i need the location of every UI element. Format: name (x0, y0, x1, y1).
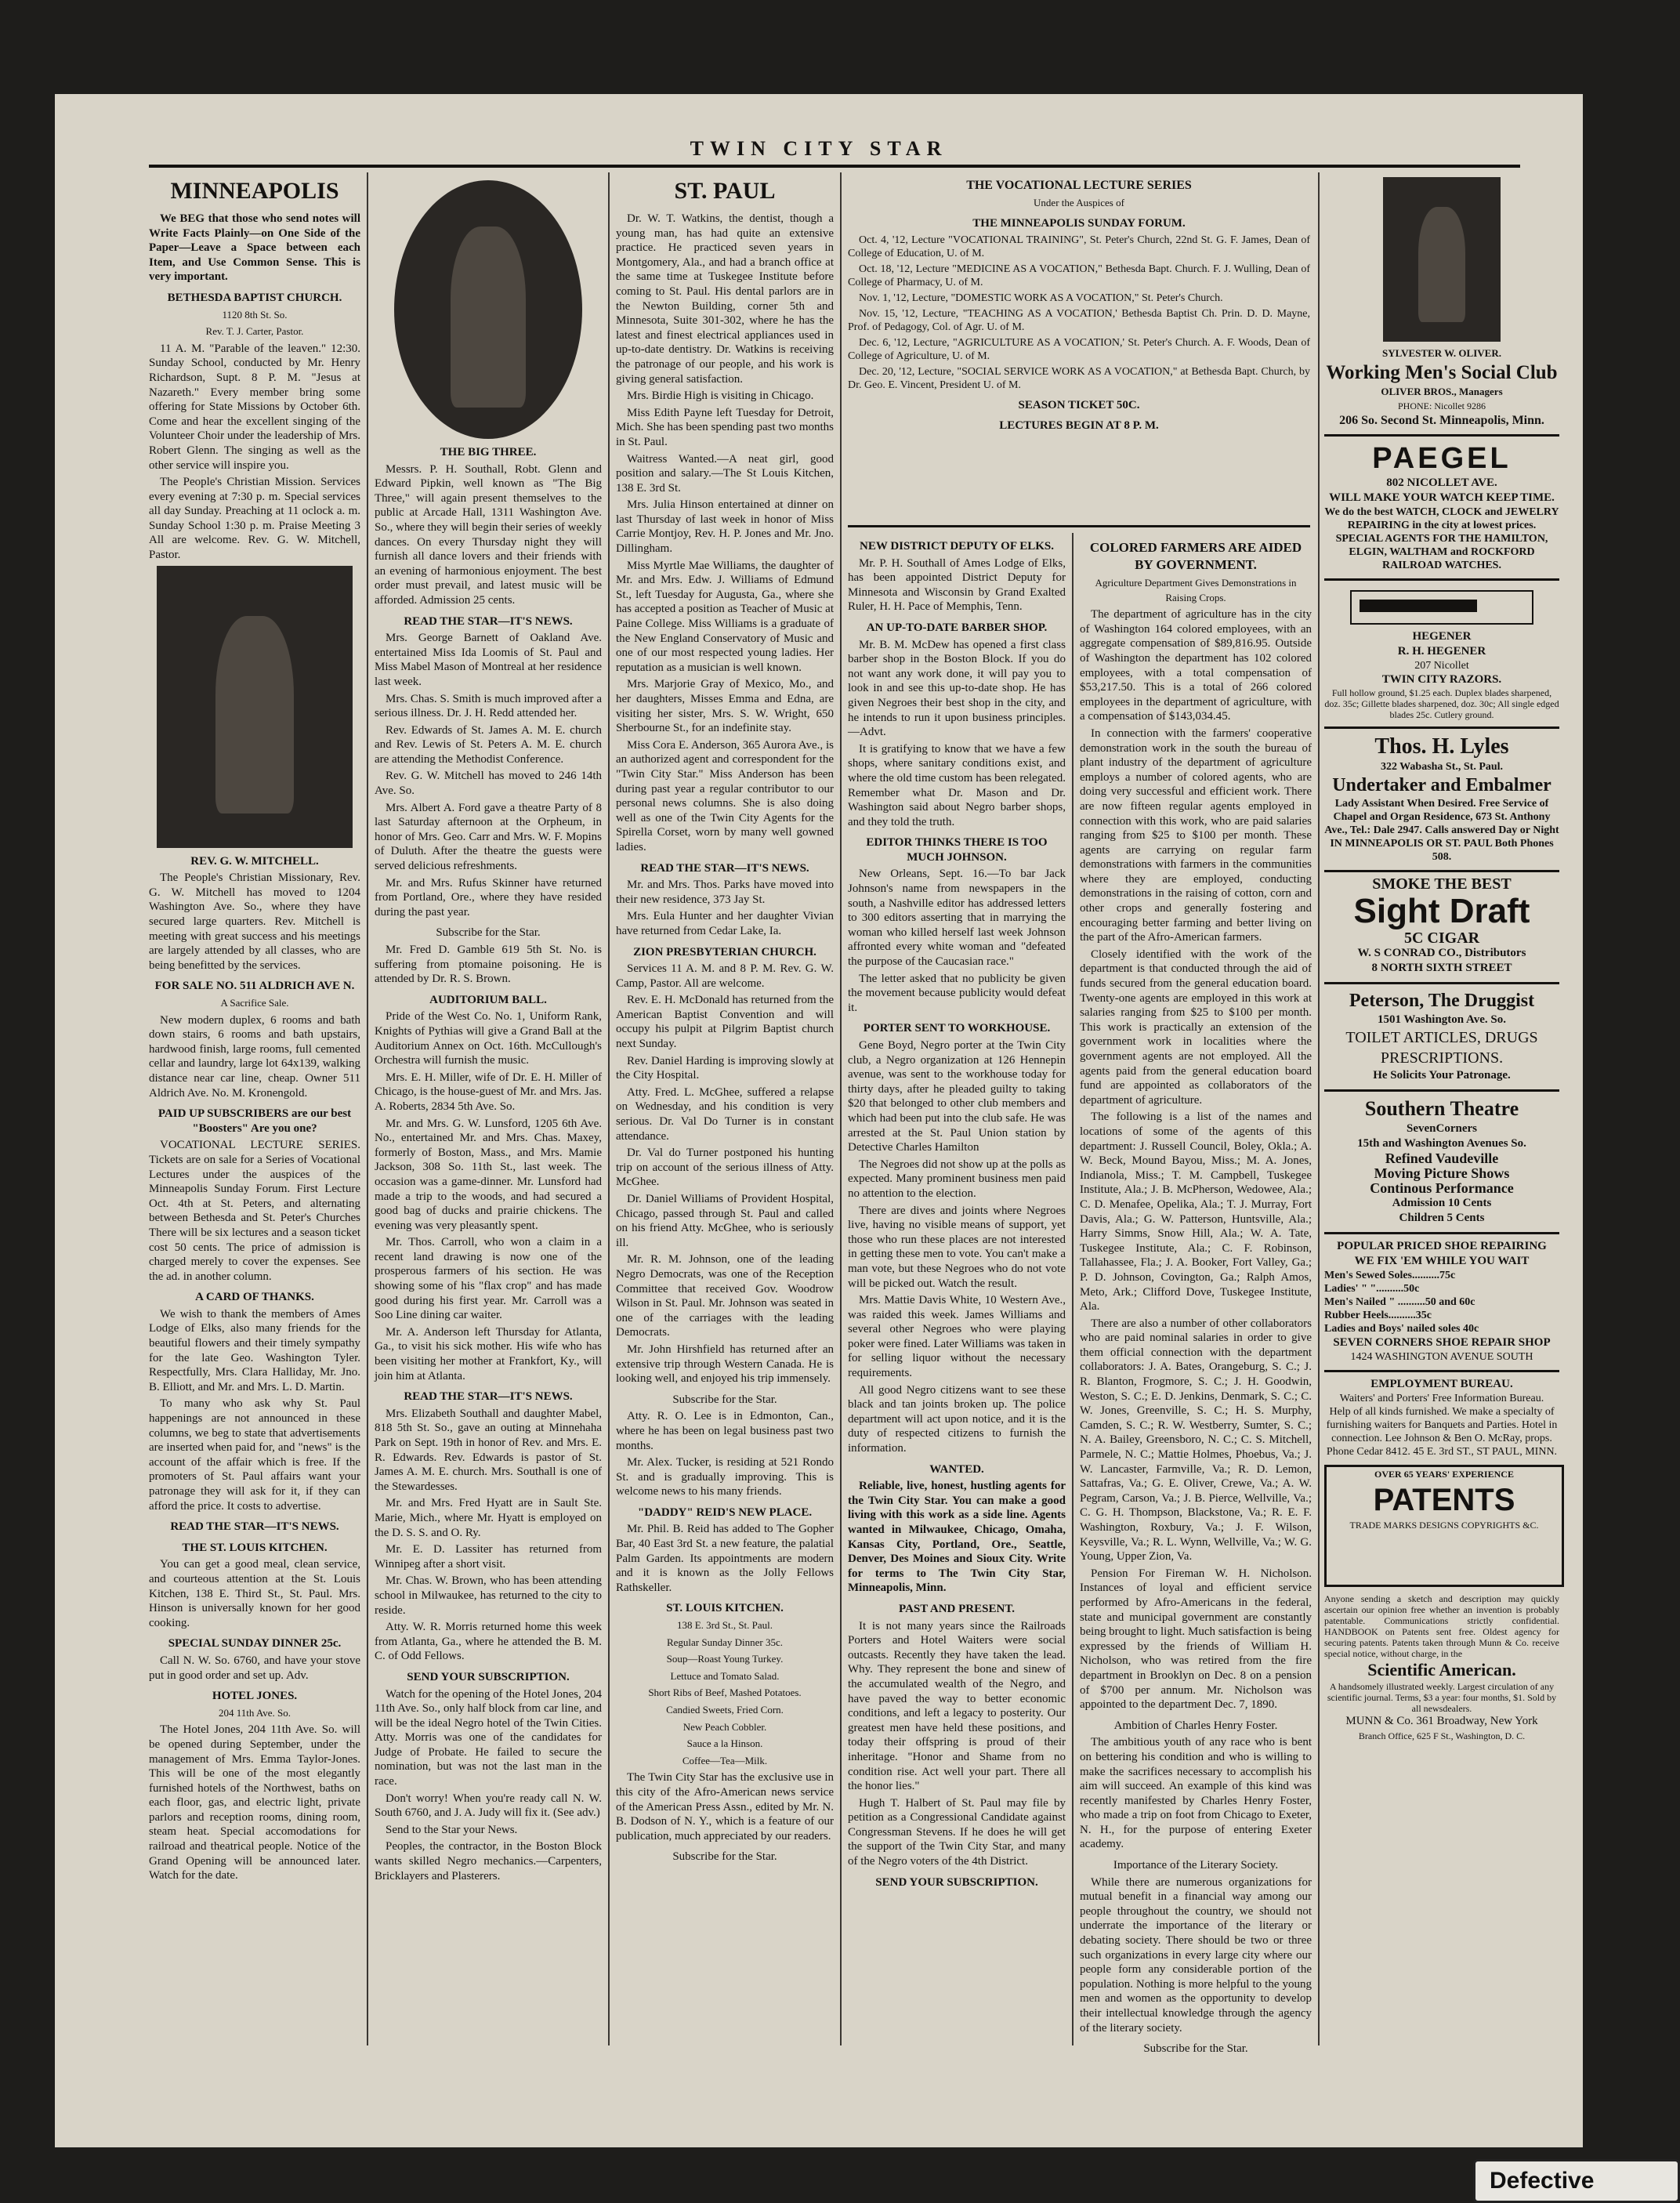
razor-title: TWIN CITY RAZORS. (1381, 673, 1502, 687)
headline-ambition: Ambition of Charles Henry Foster. (1113, 1719, 1278, 1732)
ad-sight-draft (1324, 870, 1559, 976)
headline-menu: ST. LOUIS KITCHEN. (666, 1602, 784, 1615)
news-item: Miss Cora E. Anderson, 365 Aurora Ave., is an authorized agent and correspondent for the "Twin City Star." Miss Anderson has been during past year a regular contributor to our personal news columns. She is also doing well as one of the Twin City Agents for the Spirella Corset, worn by many well gowned ladies. (616, 738, 834, 853)
shoe-price-row: Men's Nailed " ..........50 and 60c (1324, 1296, 1475, 1309)
photo-big-three (394, 180, 582, 439)
article-farmers: The department of agriculture has in the city of Washington 164 colored employees, with an aggregate compensation of $89,816.95. Outside of Washington the department has 102 colored employees, with a total compensation of $53,217.50. This is a total of 266 colored employees in the department of agriculture, with a compensation of $143,034.45. (1080, 608, 1312, 723)
menu-line: Lettuce and Tomato Salad. (670, 1669, 780, 1682)
cigar-price: 5C CIGAR (1403, 929, 1480, 948)
menu-address: 138 E. 3rd St., St. Paul. (676, 1619, 773, 1632)
article-farmers: There are also a number of other collaborators who are paid nominal salaries in order to give them official connection with the department collaborators: J. A. Bates, Orangeburg, S. C.; J. R. Blanton, Frogmore, S. C.; J. H. Goodwin, Weston, S. C.; E. D. Jenkins, Denmark, S. C.; C. W. Jones, Greenville, S. C.; H. S. Murphy, Camden, S. C.; R. W. Westberry, Sumter, S. C.; N. A. Bailey, Greensboro, N. C.; C. S. Mitchell, Parmele, N. C.; Mattie Holmes, Phoebus, Va.; J. W. Lancaster, Farmville, Va.; R. D. Lemon, Sattafras, Va.; G. E. Oliver, Crewe, Va.; A. W. Pegram, Carson, Va.; J. B. Pierce, Wellville, Va.; C. G. H. Thompson, Blackstone, Va.; R. E. F. Washington, Roxbury, Va.; J. F. Wilson, Keysville, Va.; R. L. Wynn, Wellville, Va.; W. G. Young, Upper Zion, Va. (1080, 1317, 1312, 1563)
article-halbert: Hugh T. Halbert of St. Paul may file by petition as a Congressional Candidate against Congressman Stevens. If he does he will get the support of the Twin City Star, and many of the Negro voters of the 4th District. (848, 1796, 1066, 1868)
news-item: Mr. John Hirshfield has returned after an extensive trip through Western Canada. He is looking well, and enjoyed his trip immensely. (616, 1342, 834, 1386)
shoe-price-row: Ladies' " "..........50c (1324, 1283, 1420, 1295)
read-the-star: READ THE STAR—IT'S NEWS. (170, 1520, 339, 1534)
read-the-star: READ THE STAR—IT'S NEWS. (404, 614, 573, 628)
patents-marks: TRADE MARKS DESIGNS COPYRIGHTS &C. (1349, 1519, 1539, 1531)
hegener-address: 207 Nicollet (1414, 660, 1469, 672)
column-rule (840, 172, 842, 2045)
news-item: Miss Edith Payne left Tuesday for Detroit, Mich. She has been spending past two months in St. Paul. (616, 406, 834, 448)
menu-line: Soup—Roast Young Turkey. (666, 1653, 784, 1665)
column-rule (367, 172, 368, 2045)
paegel-body: We do the best WATCH, CLOCK and JEWELRY REPAIRING in the city at lowest prices. SPECIAL AGENTS FOR THE HAMILTON, ELGIN, WALTHAM and ROCKFORD RAILROAD WATCHES. (1324, 506, 1559, 572)
shoe-headline: POPULAR PRICED SHOE REPAIRING (1337, 1240, 1547, 1253)
news-item: Dr. Daniel Williams of Provident Hospital, Chicago, passed through St. Paul and called on his friend Atty. McGhee, who is seriously ill. (616, 1193, 834, 1249)
paegel-name: PAEGEL (1372, 442, 1512, 476)
masthead-rule (149, 165, 1520, 168)
smoke-line: SMOKE THE BEST (1372, 875, 1512, 893)
news-item: Rev. E. H. McDonald has returned from the American Baptist Convention and will occupy his pulpit at Pilgrim Baptist church next Sunday. (616, 994, 834, 1051)
club-address: 206 So. Second St. Minneapolis, Minn. (1339, 413, 1544, 427)
lyles-address: 322 Wabasha St., St. Paul. (1380, 761, 1504, 774)
headline-card-of-thanks: A CARD OF THANKS. (195, 1291, 314, 1304)
paegel-address: 802 NICOLLET AVE. (1386, 476, 1497, 490)
news-item: Don't worry! When you're ready call N. W. South 6760, and J. A. Judy will fix it. (See adv.) (375, 1792, 602, 1820)
news-item: Mr. and Mrs. Thos. Parks have moved into their new residence, 373 Jay St. (616, 879, 834, 906)
scientific-american: Scientific American. (1367, 1660, 1516, 1680)
news-item: Mr. R. M. Johnson, one of the leading Negro Democrats, was one of the Reception Committee that received Gov. Woodrow Wilson in St. Paul. Mr. Johnson was seated in one of the carriages with the leading Democrats. (616, 1253, 834, 1339)
menu-line: Sauce a la Hinson. (686, 1737, 763, 1750)
menu-line: Regular Sunday Dinner 35c. (666, 1636, 784, 1648)
article-st-paul-notice: To many who ask why St. Paul happenings are not announced in these columns, we beg to state that advertisements are inserted when paid for, and "news" is the account of the affair which is free. If the promoters of St. Paul affairs want your patronage they will ask for it, if they can afford the price. It costs to advertise. (149, 1397, 360, 1513)
headline-auditorium-ball: AUDITORIUM BALL. (429, 993, 547, 1006)
column-rule (1072, 533, 1074, 2045)
paid-subscribers: PAID UP SUBSCRIBERS are our best "Boosters" Are you one? (158, 1107, 352, 1135)
theatre-seven-corners: SevenCorners (1407, 1122, 1477, 1136)
headline-barber: AN UP-TO-DATE BARBER SHOP. (866, 621, 1048, 634)
ad-shoe-repair (1324, 1232, 1559, 1364)
subscribe-line: Subscribe for the Star. (672, 1850, 777, 1864)
theatre-admission: Admission 10 Cents (1392, 1197, 1492, 1210)
news-item: Mrs. Albert A. Ford gave a theatre Party of 8 last Saturday afternoon at the Orpheum, in honor of Mrs. Geo. Carr and Mrs. W. F. Mopins of Duluth. After the theatre the guests were served delicious refreshments. (375, 801, 602, 873)
bureau-body: Help of all kinds furnished. We make a specialty of furnishing waiters for Banquets and Parties. Hotel in connection. Lee Johnson & Ben O. McRay, props. Phone Cedar 8412. 45 E. 3rd ST., ST PAUL, MINN. (1326, 1406, 1558, 1458)
news-item: Mr. Alex. Tucker, is residing at 521 Rondo St. and is gradually improving. This is welcome news to his many friends. (616, 1456, 834, 1498)
news-item: Rev. G. W. Mitchell has moved to 246 14th Ave. So. (375, 770, 602, 798)
season-ticket: SEASON TICKET 50C. (1018, 398, 1140, 411)
article-thanks: We wish to thank the members of Ames Lodge of Elks, also many friends for the beautiful flowers and their timely sympathy for the late Geo. Washington Tyler. Respectfully, Mrs. Clara Halliday, Mr. Jno. B. Elliott, and Mr. and Mrs. L. D. Martin. (149, 1307, 360, 1393)
news-item: Mrs. Julia Hinson entertained at dinner on last Thursday of last week in honor of Miss Carrie Montjoy, Rev. H. P. Jones and Mr. Jno. Dillingham. (616, 498, 834, 556)
article-for-sale: New modern duplex, 6 rooms and bath down stairs, 6 rooms and bath upstairs, hardwood finish, large rooms, full cemented cellar and laundry, large lot 64x139, walking distance near car line, cheap. Owner 511 Aldrich Ave. No. M. Kronengold. (149, 1013, 360, 1100)
menu-line: New Peach Cobbler. (682, 1720, 767, 1733)
news-item: The Twin City Star has the exclusive use in this city of the Afro-American news service of the American Press Assn., edited by Mr. N. B. Dodson of N. Y., which is a feature of our publication, much appreciated by our readers. (616, 1771, 834, 1842)
razor-blade (1360, 600, 1477, 612)
news-item: Rev. Daniel Harding is improving slowly at the City Hospital. (616, 1054, 834, 1082)
shoe-price-row: Ladies and Boys' nailed soles 40c (1324, 1323, 1479, 1335)
news-item: Mr. and Mrs. Rufus Skinner have returned from Portland, Ore., where they have resided during the past year. (375, 876, 602, 919)
news-item: All good Negro citizens want to see these black and tan joints broken up. The police department will act upon notice, and it is the duty of respected citizens to furnish the information. (848, 1383, 1066, 1455)
ad-wanted: Reliable, live, honest, hustling agents for the Twin City Star. You can make a good living with this work as a side line. Agents wanted in Milwaukee, Chicago, Omaha, Kansas City, Portland, Ore., Seattle, Denver, Des Moines and Sioux City. Write for terms to The Twin City Star, Minneapolis, Minn. (848, 1480, 1066, 1595)
ad-patents (1324, 1465, 1564, 1587)
article-mitchell: The People's Christian Missionary, Rev. G. W. Mitchell has moved to 1204 Washington Ave. So., where they have secured large quarters. Rev. Mitchell is meeting with great success and his meetings are largely attended by all classes, who are being benefitted by the services. (149, 871, 360, 972)
newspaper-page (55, 94, 1583, 2147)
photo-rev-mitchell (157, 566, 353, 848)
column-four (848, 533, 1066, 2045)
shoe-price-row: Rubber Heels..........35c (1324, 1310, 1432, 1322)
munn-co: MUNN & Co. 361 Broadway, New York (1345, 1715, 1538, 1728)
article-big-three: Messrs. P. H. Southall, Robt. Glenn and Edward Pipkin, well known as "The Big Three," will again present themselves to the public at Arcade Hall, 1311 Washington Ave. So., where they will begin their series of weekly dances. On every Thursday night they will furnish all dance lovers and their friends with an evening of harmonious enjoyment. The best order must prevail, and latest music will be afforded. Admission 25 cents. (375, 462, 602, 607)
news-item: Send to the Star your News. (386, 1823, 518, 1836)
headline-zion: ZION PRESBYTERIAN CHURCH. (633, 945, 816, 958)
kitchen-special: SPECIAL SUNDAY DINNER 25c. (168, 1637, 342, 1650)
shoe-address: 1424 WASHINGTON AVENUE SOUTH (1350, 1351, 1533, 1364)
caption-oliver: SYLVESTER W. OLIVER. (1382, 347, 1501, 359)
munn-branch: Branch Office, 625 F St., Washington, D. C. (1358, 1730, 1526, 1741)
caption-rev-mitchell: REV. G. W. MITCHELL. (190, 854, 319, 868)
article-ambition: The ambitious youth of any race who is bent on bettering his condition and who is willing to make the sacrifices necessary to accomplish his aim will succeed. An example of this kind was recently manifested by Charles Henry Foster, who made a trip on foot from Chicago to Exeter, N. H., for the purpose of entering Exeter academy. (1080, 1736, 1312, 1851)
headline-literary: Importance of the Literary Society. (1113, 1859, 1279, 1872)
article-elks: Mr. P. H. Southall of Ames Lodge of Elks, has been appointed District Deputy for Minnesota and Wisconsin by Grand Exalted Ruler, H. H. Pace of Memphis, Tenn. (848, 556, 1066, 614)
farmers-sub: Agriculture Department Gives Demonstrations in Raising Crops. (1095, 577, 1297, 603)
subscribe-line: Subscribe for the Star. (1143, 2042, 1248, 2056)
bethesda-pastor: Rev. T. J. Carter, Pastor. (205, 325, 304, 338)
article-bethesda: 11 A. M. "Parable of the leaven." 12:30. Sunday School, conducted by Mr. Henry Richardson, Supt. 8 P. M. "Jesus at Nazareth." Every member bring some offering for State Missions by October 6th. Come and hear the excellent singing of the Volunteer Choir under the leadership of Mrs. Robert Glenn. The singing as well as the other service will inspire you. (149, 342, 360, 472)
news-item: Mrs. George Barnett of Oakland Ave. entertained Miss Ida Loomis of St. Paul and Miss Mabel Mason of Montreal at her residence last week. (375, 632, 602, 688)
section-title-minneapolis: MINNEAPOLIS (170, 178, 339, 204)
hegener-brand: HEGENER (1412, 630, 1472, 643)
bureau-sub: Waiters' and Porters' Free Information Bureau. (1339, 1393, 1544, 1405)
article-pension: Pension For Fireman W. H. Nicholson. Instances of loyal and efficient service performed by Afro-Americans in the federal, state and municipal government are constantly being brought to light. Much satisfaction is being expressed by the friends of William H. Nicholson, who was retired from the fire department in Brooklyn on Dec. 8 on a pension of $700 per annum. Mr. Nicholson was appointed to the department Dec. 7, 1890. (1080, 1567, 1312, 1712)
menu-line: Coffee—Tea—Milk. (682, 1754, 768, 1766)
article-porter: Gene Boyd, Negro porter at the Twin City club, a Negro organization at 126 Hennepin avenue, was sent to the workhouse today for thirty days, after he pleaded guilty to taking $20 that belonged to other club members and which had been put into the club safe. He was arrested at the St. Paul Union station by Detective Charles Hamilton (848, 1039, 1066, 1154)
ad-southern-theatre (1324, 1089, 1559, 1226)
theatre-name: Southern Theatre (1364, 1097, 1519, 1121)
theatre-continous: Continous Performance (1370, 1180, 1514, 1197)
conrad-address: 8 NORTH SIXTH STREET (1371, 962, 1512, 975)
subscribe-line: Subscribe for the Star. (672, 1393, 777, 1406)
news-item: Atty. Fred. L. McGhee, suffered a relapse on Wednesday, and his condition is very serious. Dr. Val Do Turner is in constant attendance. (616, 1085, 834, 1143)
peterson-name: Peterson, The Druggist (1349, 991, 1535, 1012)
news-item: Mrs. Mattie Davis White, 10 Western Ave., was raided this week. James Williams and several other Negroes who were playing poker were fined. Later Williams was taken in for selling liquor without the necessary requirements. (848, 1294, 1066, 1380)
headline-hotel-jones: HOTEL JONES. (212, 1690, 298, 1703)
section-title-st-paul: ST. PAUL (674, 178, 776, 204)
sight-draft-name: Sight Draft (1353, 892, 1530, 931)
peterson-address: 1501 Washington Ave. So. (1377, 1013, 1507, 1027)
lecture-item: Nov. 15, '12, Lecture, "TEACHING AS A VOCATION,' Bethesda Baptist Ch. Prin. D. D. Mayne, Prof. of Pedagogy, Col. of Agr. U. of M. (848, 307, 1310, 333)
article-kitchen: You can get a good meal, clean service, and courteous attention at the St. Louis Kitchen, 138 E. Third St., St. Paul. Mrs. Hinson is universally known for her good cooking. (149, 1558, 360, 1629)
group-figure (451, 226, 526, 408)
article-past-present: It is not many years since the Railroads Porters and Hotel Waiters were social outcasts. Recently they have taken the lead. Why. They represent the bone and sinew of the accumulated wealth of the Negro, and have paved the way to better economic conditions, and left a legacy to posterity. Our greatest men have held these positions, and today their offspring is proud of their inheritage. "Honor and Shame from no condition rise. Act well your part. There all the honor lies." (848, 1619, 1066, 1793)
news-item: Watch for the opening of the Hotel Jones, 204 11th Ave. So., only half block from car line, and will be the ideal Negro hotel of the Twin Cities. Atty. Morris was one of the candidates for Judge of Probate. He failed to secure the nomination, but was not the last man in the race. (375, 1687, 602, 1788)
photo-sylvester-oliver (1383, 177, 1501, 342)
lectures-begin: LECTURES BEGIN AT 8 P. M. (999, 419, 1159, 433)
news-item: Rev. Edwards of St. James A. M. E. church and Rev. Lewis of St. Peters A. M. E. church are attending the Methodist Conference. (375, 723, 602, 766)
lecture-item: Dec. 6, '12, Lecture, "AGRICULTURE AS A VOCATION,' St. Peter's Church. A. F. Woods, Dean of College of Agriculture, U. of M. (848, 336, 1310, 362)
news-item: Mrs. Birdie High is visiting in Chicago. (627, 390, 814, 403)
news-item: Atty. W. R. Morris returned home this week from Atlanta, Ga., where he attended the B. M. C. of Odd Fellows. (375, 1621, 602, 1663)
article-editor-2: The letter asked that no publicity be given the movement because publicity would defeat it. (848, 972, 1066, 1014)
headline-bethesda: BETHESDA BAPTIST CHURCH. (167, 291, 342, 304)
article-barber-2: It is gratifying to know that we have a few shops, where sanitary conditions exist, and where the old time custom has been relegated. Remember what Dr. Mason and Dr. Washington said about Negro barber shops, and they told the truth. (848, 742, 1066, 828)
article-farmers: The following is a list of the names and locations of some of the agents of this department: J. Russell Council, Boley, Okla.; A. W. Beck, Mound Bayou, Miss.; M. A. Jones, Indianola, Miss.; T. M. Campbell, Tuskegee Institute, Ala.; J. B. McPherson, Wedowee, Ala.; C. D. Menafee, Opelika, Ala.; T. J. Murray, Fort Davis, Ala.; G. W. Patterson, Huntsville, Ala.; Harry Simms, Snow Hill, Ala.; W. A. Tate, Tuskegee Institute, Ala.; C. F. Robinson, Tallahassee, Fla.; J. A. Booker, Fort Valley, Ga.; P. D. Johnson, Covington, Ga.; Ralph Amos, Meto, Ark.; Clifford Dove, Tuskegee Institute, Ala. (1080, 1111, 1312, 1313)
headline-lecture-series: THE VOCATIONAL LECTURE SERIES (966, 179, 1192, 192)
lyles-body: Lady Assistant When Desired. Free Service of Chapel and Organ Residence, 673 St. Anthony Ave., Tel.: Dale 2947. Calls answered Day or Night IN MINNEAPOLIS OR ST. PAUL Both Phones 508. (1324, 798, 1559, 864)
article-mission: The People's Christian Mission. Services every evening at 7:30 p. m. Special services all day Sunday. Preaching at 11 oclock a. m. Sunday School 1:30 p. m. Praise Meeting 3 All are welcome. Rev. G. W. Mitchell, Pastor. (149, 476, 360, 562)
peterson-solicits: He Solicits Your Patronage. (1373, 1069, 1511, 1082)
sale-sub: A Sacrifice Sale. (220, 997, 289, 1009)
razor-icon (1350, 590, 1533, 625)
news-item: Mr. E. D. Lassiter has returned from Winnipeg after a short visit. (375, 1543, 602, 1571)
news-item: Mr. and Mrs. Fred Hyatt are in Sault Ste. Marie, Mich., where Mr. Hyatt is employed on the D. S. S. and O. Ry. (375, 1497, 602, 1539)
column-rule (1318, 172, 1320, 2045)
lecture-auspices: Under the Auspices of (1034, 196, 1124, 208)
editor-notice: We BEG that those who send notes will Write Facts Plainly—on One Side of the Paper—Leave a Space between each Item, and Use Common Sense. This is very important. (149, 212, 360, 284)
news-item: Waitress Wanted.—A neat girl, good position and salary.—The St Louis Kitchen, 138 E. 3rd St. (616, 452, 834, 495)
ad-peterson (1324, 982, 1559, 1083)
masthead: TWIN CITY STAR (690, 137, 948, 160)
column-minneapolis (149, 172, 360, 2045)
news-item: Mrs. Elizabeth Southall and daughter Mabel, 818 5th St. So., gave an outing at Minnehaha Park on Sept. 19th in honor of Rev. and Mrs. E. R. Edwards. Rev. Edwards is pastor of St. James A. M. E. church. Mrs. Southall is one of the Stewardesses. (375, 1407, 602, 1493)
news-item: Mrs. E. H. Miller, wife of Dr. E. H. Miller of Chicago, is the house-guest of Mr. and Mrs. Jas. A. Roberts, 2834 5th Ave. So. (375, 1071, 602, 1113)
razor-body: Full hollow ground, $1.25 each. Duplex blades sharpened, doz. 35c; Gillette blades sharpened, doz. 30c; All single edged blades 25c. Cutlery ground. (1324, 687, 1559, 721)
caption-big-three: THE BIG THREE. (440, 446, 537, 458)
article-hotel-jones: The Hotel Jones, 204 11th Ave. So. will be opened during September, under the management of Mrs. Emma Taylor-Jones. This will be one of the most elegantly furnished hotels of the Northwest, baths on each floor, gas, and electric light, private parlors and reception rooms, dining room, steam heat. Special accomodations for railroad and theatrical people. Notice of the Grand Opening will be announced later. Watch for the date. (149, 1723, 360, 1882)
theatre-vaudeville: Refined Vaudeville (1385, 1150, 1499, 1167)
menu-line: Candied Sweets, Fried Corn. (666, 1704, 784, 1716)
news-item: Mrs. Eula Hunter and her daughter Vivian have returned from Cedar Lake, Ia. (616, 910, 834, 937)
club-phone: PHONE: Nicollet 9286 (1398, 400, 1486, 412)
ad-working-mens-club: Working Men's Social Club (1326, 361, 1558, 383)
bethesda-address: 1120 8th St. So. (222, 308, 288, 321)
news-item: Mr. Fred D. Gamble 619 5th St. No. is suffering from ptomaine poisoning. He is attended by Dr. R. S. Brown. (375, 944, 602, 986)
news-item: Mr. Chas. W. Brown, who has been attending school in Milwaukee, has returned to the city to reside. (375, 1574, 602, 1617)
menu-line: Short Ribs of Beef, Mashed Potatoes. (648, 1687, 802, 1699)
hotel-address: 204 11th Ave. So. (218, 1706, 291, 1719)
paegel-tagline: WILL MAKE YOUR WATCH KEEP TIME. (1329, 491, 1555, 505)
shoe-price-row: Men's Sewed Soles..........75c (1324, 1270, 1456, 1282)
patents-body: Anyone sending a sketch and description may quickly ascertain our opinion free whether an invention is probably patentable. Communications strictly confidential. HANDBOOK on Patents sent free. Oldest agency for securing patents. Patents taken through Munn & Co. receive special notice, without charge, in the (1324, 1593, 1559, 1660)
headline-for-sale: FOR SALE NO. 511 ALDRICH AVE N. (154, 980, 355, 993)
article-daddy-reid: Mr. Phil. B. Reid has added to The Gopher Bar, 40 East 3rd St. a new feature, the palatial Palm Garden. Its appointments are modern and it is known as the Jolly Fellows Rathskeller. (616, 1523, 834, 1594)
lecture-item: Dec. 20, '12, Lecture, "SOCIAL SERVICE WORK AS A VOCATION," at Bethesda Bapt. Church, by Dr. Geo. E. Vincent, President U. of M. (848, 365, 1310, 391)
column-ads (1324, 172, 1559, 2045)
article-zion: Services 11 A. M. and 8 P. M. Rev. G. W. Camp, Pastor. All are welcome. (616, 962, 834, 990)
lyles-name: Thos. H. Lyles (1374, 734, 1509, 759)
headline-past-present: PAST AND PRESENT. (899, 1602, 1015, 1615)
read-the-star: READ THE STAR—IT'S NEWS. (404, 1390, 573, 1404)
patents-weekly: A handsomely illustrated weekly. Largest circulation of any scientific journal. Terms, $3 a year: four months, $1. Sold by all newsdealers. (1327, 1681, 1557, 1715)
news-item: Peoples, the contractor, in the Boston Block wants skilled Negro mechanics.—Carpenters, Bricklayers and Plasterers. (375, 1840, 602, 1882)
conrad-co: W. S CONRAD CO., Distributors (1357, 947, 1526, 960)
column-two (375, 172, 602, 2045)
news-item: Mr. Thos. Carroll, who won a claim in a recent land drawing is now one of the prosperous farmers of his section. He was showing some of his "flax crop" and has made good during his first year. Mr. Carroll was a Soo Line dining car waiter. (375, 1236, 602, 1322)
read-the-star: READ THE STAR—IT'S NEWS. (640, 861, 809, 875)
headline-porter: PORTER SENT TO WORKHOUSE. (863, 1022, 1051, 1035)
article-literary: While there are numerous organizations for mutual benefit in a financial way among our people throughout the country, we should not underrate the importance of the literary or debating society. There should be two or three such organizations in every large city where our people form any considerable portion of the population. Nothing is more helpful to the young men and women as the opportunity to develop their intellectual knowledge through the agency of the literary society. (1080, 1875, 1312, 2035)
bureau-headline: EMPLOYMENT BUREAU. (1370, 1378, 1513, 1391)
ad-hegener (1324, 578, 1559, 720)
shoe-fix: WE FIX 'EM WHILE YOU WAIT (1354, 1255, 1530, 1268)
headline-elks: NEW DISTRICT DEPUTY OF ELKS. (860, 540, 1054, 553)
hegener-name: R. H. HEGENER (1397, 645, 1486, 658)
shoe-shop: SEVEN CORNERS SHOE REPAIR SHOP (1333, 1336, 1551, 1350)
news-item: Dr. Val do Turner postponed his hunting trip on account of the serious illness of Atty. McGhee. (616, 1147, 834, 1189)
article-ball: Pride of the West Co. No. 1, Uniform Rank, Knights of Pythias will give a Grand Ball at the Auditorium Annex on Oct. 16th. McCullough's Orchestra will furnish the music. (375, 1010, 602, 1067)
defective-stamp: Defective (1473, 2159, 1680, 2203)
lecture-item: Nov. 1, '12, Lecture, "DOMESTIC WORK AS A VOCATION," St. Peter's Church. (859, 292, 1223, 304)
article-stove: Call N. W. So. 6760, and have your stove put in good order and set up. Adv. (149, 1654, 360, 1682)
patents-experience: OVER 65 YEARS' EXPERIENCE (1374, 1469, 1514, 1480)
news-item: Mrs. Marjorie Gray of Mexico, Mo., and her daughters, Misses Emma and Edna, are visiting her sister, Mrs. S. W. Wright, 650 Sherbourne St., for an indefinite stay. (616, 678, 834, 735)
theatre-moving: Moving Picture Shows (1374, 1165, 1510, 1182)
portrait-figure (1418, 207, 1465, 322)
article-vocational: VOCATIONAL LECTURE SERIES. Tickets are on sale for a Series of Vocational Lectures under the auspices of the Minneapolis Sunday Forum. First Lecture Oct. 4th at St. Peters, and alternating between Bethesda and St. Peter's Churches There will be six lectures and a season ticket cost 50 cents. The price of admission is charged merely to cover the expenses. See the ad. in another column. (149, 1139, 360, 1283)
lecture-series-box (848, 172, 1310, 527)
theatre-children: Children 5 Cents (1399, 1212, 1485, 1225)
ad-paegel (1324, 434, 1559, 572)
article-barber: Mr. B. M. McDew has opened a first class barber shop in the Boston Block. If you do not want any work done, it will pay you to look in and see this up-to-date shop. He has given Negroes their best shop in the city, and he intends to run it upon business principles.—Advt. (848, 638, 1066, 739)
news-item: Mr. and Mrs. G. W. Lunsford, 1205 6th Ave. No., entertained Mr. and Mrs. Chas. Maxey, formerly of Boston, Mass., and Mrs. Mamie Jackson, 308 So. 11th St., last week. The occasion was a game-dinner. Mr. Lunsford had made a trip to the woods, and had secured a good bag of ducks and prairie chickens. The evening was very pleasantly spent. (375, 1117, 602, 1232)
news-item: Miss Myrtle Mae Williams, the daughter of Mr. and Mrs. Edw. J. Williams of Edmund St., left Tuesday for Augusta, Ga., where she has accepted a position as Teacher of Music at Paine College. Miss Williams is a graduate of the New England Conservatory of Music and one of our most respected young ladies. Her reputation as a musician is well known. (616, 559, 834, 674)
theatre-address: 15th and Washington Avenues So. (1357, 1137, 1526, 1150)
lecture-item: Oct. 18, '12, Lecture "MEDICINE AS A VOCATION," Bethesda Bapt. Church. F. J. Wulling, Dean of College of Pharmacy, U. of M. (848, 263, 1310, 288)
club-managers: OLIVER BROS., Managers (1381, 385, 1503, 397)
article-editor: New Orleans, Sept. 16.—To bar Jack Johnson's name from newspapers in the south, a Nashville editor has addressed letters to 300 editors asserting that in marrying the woman who killed herself last week Johnson affronted every white woman and "defeated the purpose of the Caucasian race." (848, 868, 1066, 969)
subscribe-line: Subscribe for the Star. (436, 926, 541, 940)
news-item: Atty. R. O. Lee is in Edmonton, Can., where he has been on legal business past two months. (616, 1410, 834, 1452)
news-item: Mr. A. Anderson left Thursday for Atlanta, Ga., to visit his sick mother. His wife who has been visiting her mother at Frankfort, Ky., will join him at Atlanta. (375, 1325, 602, 1382)
column-rule (608, 172, 610, 2045)
ad-employment-bureau (1324, 1370, 1559, 1458)
headline-wanted: WANTED. (929, 1462, 984, 1476)
headline-st-louis-kitchen: THE ST. LOUIS KITCHEN. (182, 1541, 328, 1554)
headline-colored-farmers: COLORED FARMERS ARE AIDED BY GOVERNMENT. (1089, 540, 1302, 572)
article-farmers: In connection with the farmers' cooperative demonstration work in the south the bureau of plant industry of the department of agriculture employs a number of colored agents, who are doing very successful and efficient work. There are now fifteen regular agents employed in connection with this work, who are paid salaries ranging from $25 to $100 per month. These agents are carrying on regular farm demonstrations with farmers in the communities where they are employed, conducting demonstrations in the raising of cotton, corn and other crops and generally fostering and encouraging better farming and better living on the part of the Afro-American farmers. (1080, 726, 1312, 944)
send-subscription: SEND YOUR SUBSCRIPTION. (407, 1670, 570, 1683)
column-st-paul (616, 172, 834, 2045)
news-item: Mrs. Chas. S. Smith is much improved after a serious illness. Dr. J. H. Redd attended her. (375, 692, 602, 720)
portrait-figure (215, 616, 294, 813)
news-item: The Negroes did not show up at the polls as expected. Many prominent business men paid no attention to the election. (848, 1158, 1066, 1200)
column-five (1080, 533, 1312, 2056)
article-farmers: Closely identified with the work of the department is that conducted through the aid of funds secured from the general education board. Twenty-one agents are employed in this work at salaries ranging from $25 to $100 per month. This work is practically an extension of the government work in localities where the government agents are not employed. All the agents paid from the general education board fund are appointed as collaborators of the department of agriculture. (1080, 948, 1312, 1107)
ad-lyles (1324, 726, 1559, 864)
lecture-forum: THE MINNEAPOLIS SUNDAY FORUM. (972, 217, 1186, 230)
lyles-trade: Undertaker and Embalmer (1332, 775, 1551, 796)
headline-editor: EDITOR THINKS THERE IS TOO MUCH JOHNSON. (866, 836, 1048, 864)
news-item: There are dives and joints where Negroes live, having no visible means of support, yet those who run these places are not interested in getting these men to vote. You can't make a man vote, but these Negroes who do not vote will be picked out. Watch the result. (848, 1204, 1066, 1290)
send-subscription: SEND YOUR SUBSCRIPTION. (875, 1875, 1038, 1889)
lecture-item: Oct. 4, '12, Lecture "VOCATIONAL TRAINING", St. Peter's Church, 22nd St. G. F. James, Dean of College of Education, U. of M. (848, 234, 1310, 259)
news-item: Dr. W. T. Watkins, the dentist, though a young man, has had quite an extensive practice. He practiced seven years in Montgomery, Ala., and had a branch office at the same time at Tuskegee Institute before coming to St. Paul. His dental parlors are in the Newton Building, corner 5th and Minnesota, Suite 301-302, where he has the latest and finest electrical appliances used in up-to-date dentistry. Dr. Watkins is receiving the patronage of our people, and his work is giving general satisfaction. (616, 212, 834, 386)
patents-title: PATENTS (1373, 1482, 1515, 1517)
toilet-articles: TOILET ARTICLES, DRUGS PRESCRIPTIONS. (1345, 1029, 1538, 1067)
headline-daddy-reid: "DADDY" REID'S NEW PLACE. (637, 1506, 813, 1519)
